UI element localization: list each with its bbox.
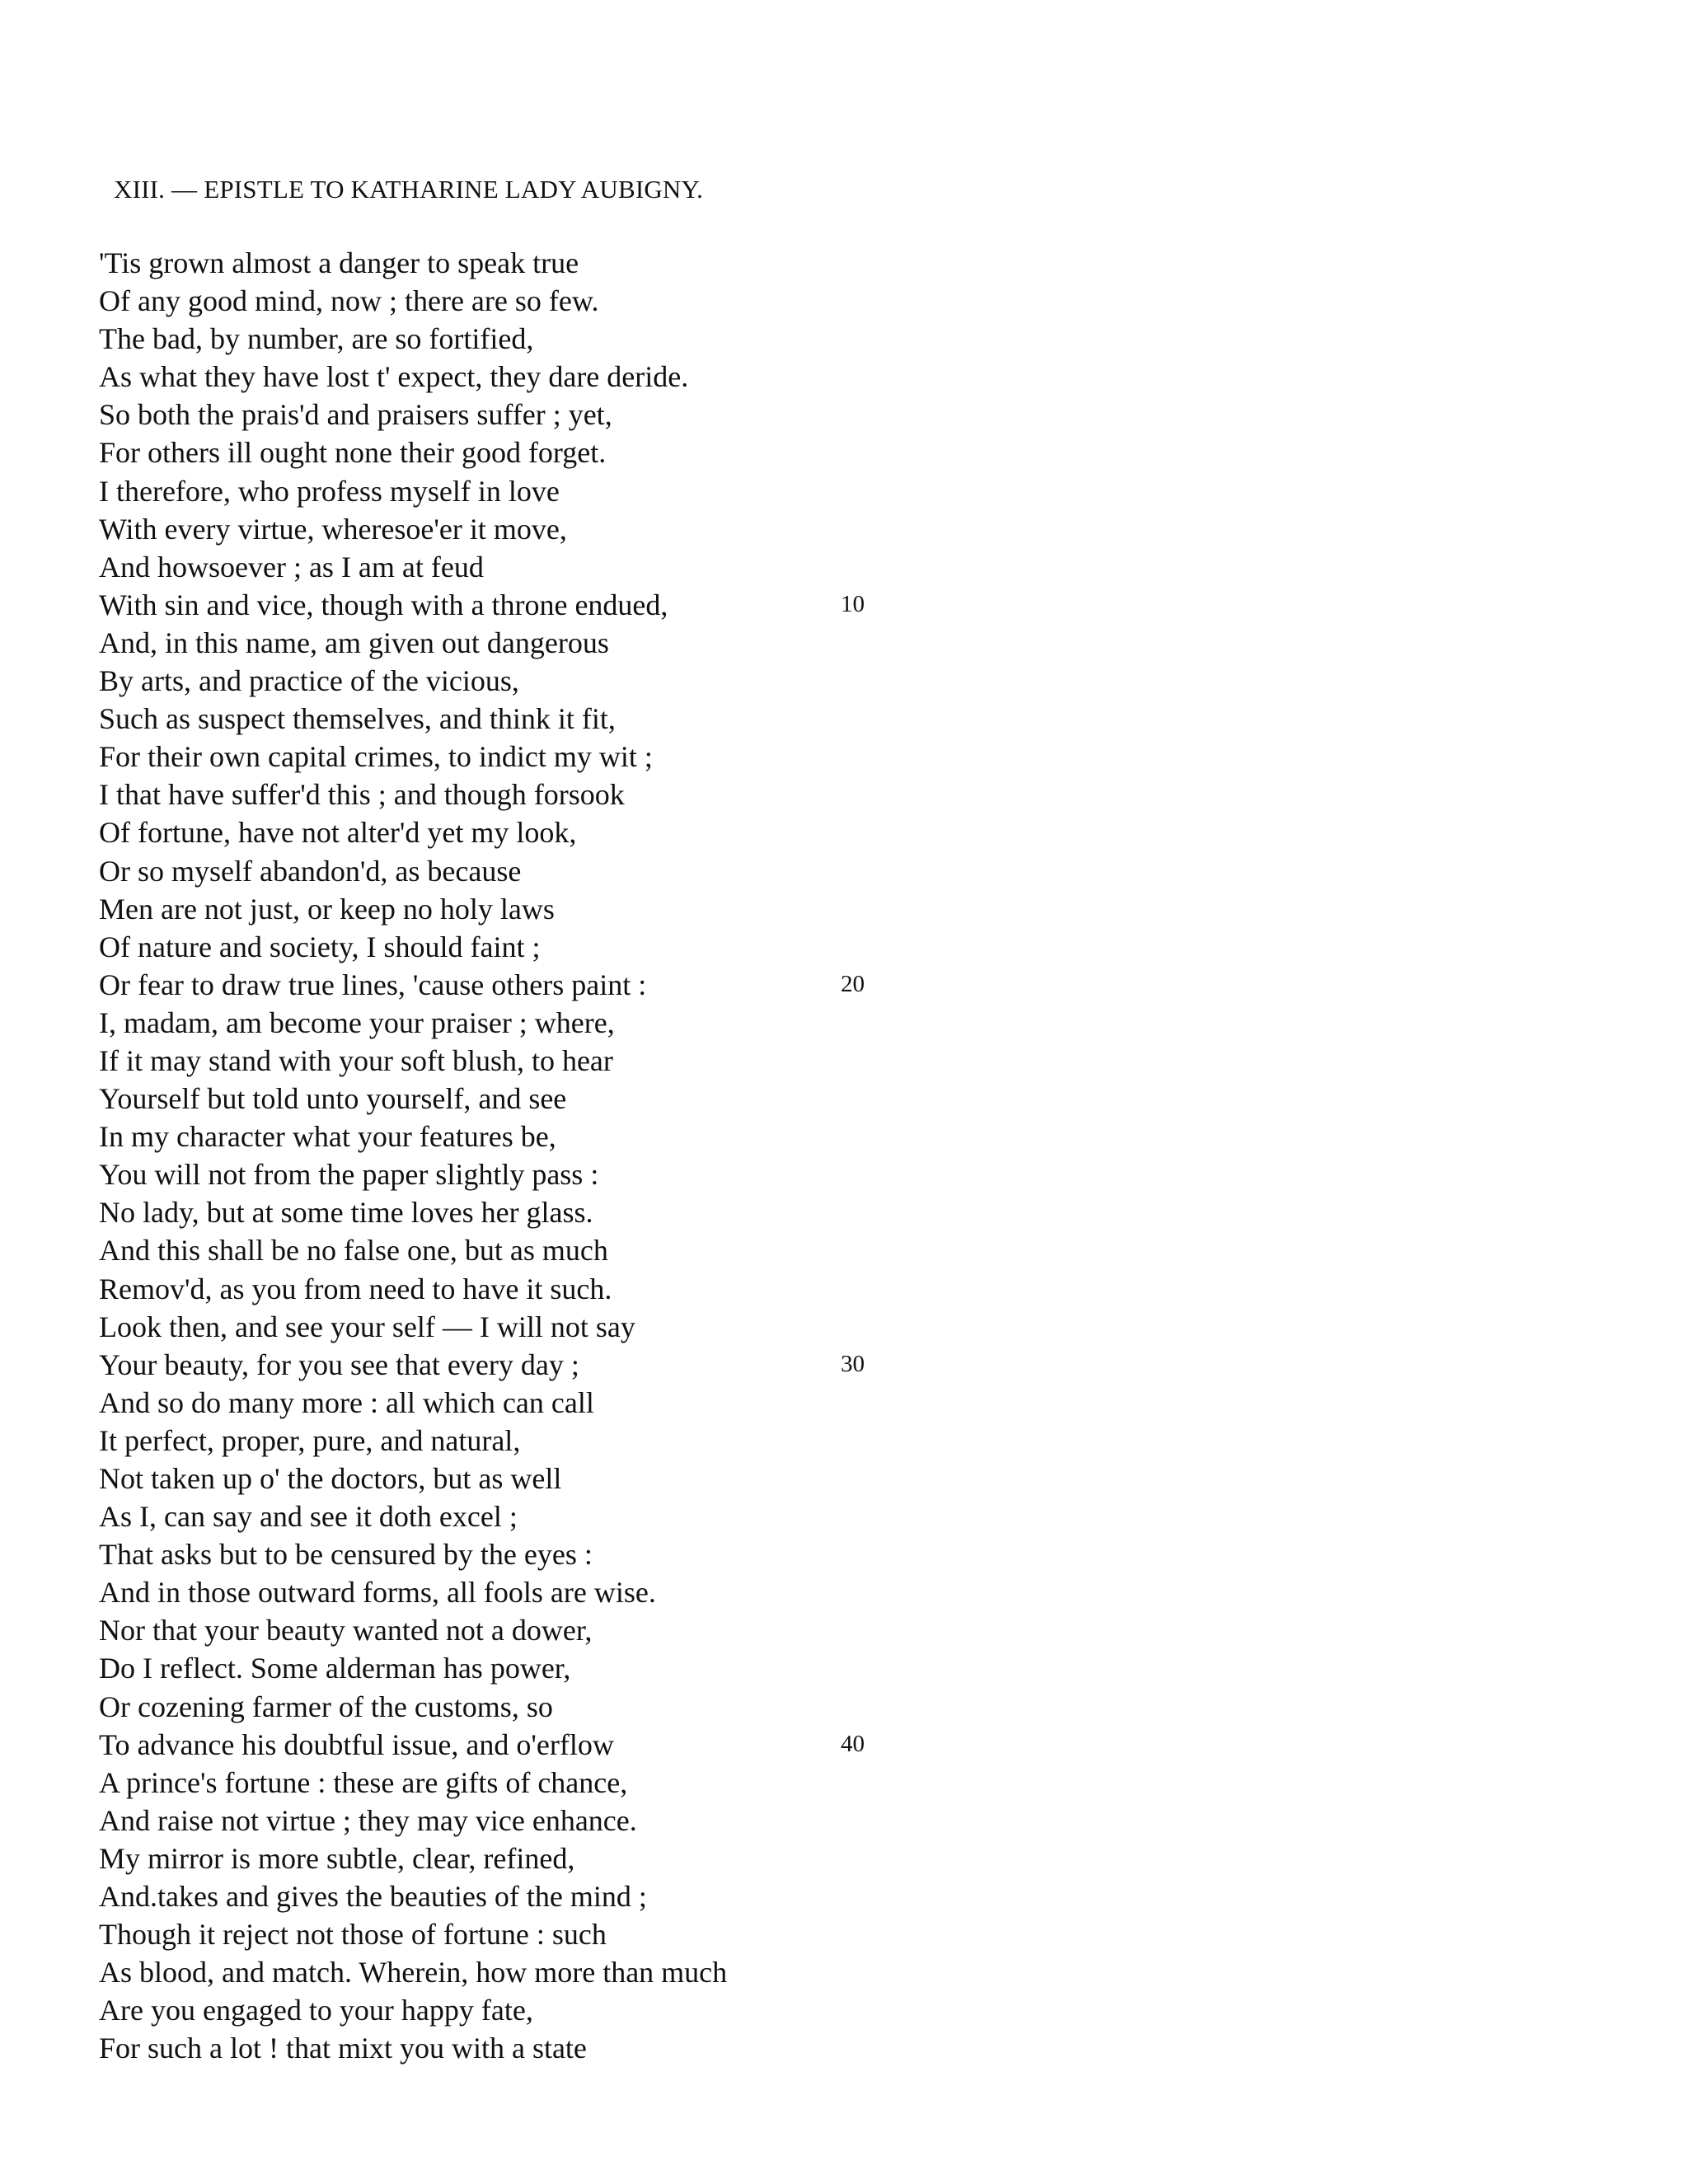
poem-line-text: The bad, by number, are so fortified,: [99, 322, 534, 356]
poem-line: [99, 1004, 890, 1042]
poem-line-text: To advance his doubtful issue, and o'erflow: [99, 1727, 614, 1761]
poem-line-text: 'Tis grown almost a danger to speak true: [99, 246, 579, 279]
poem-line: [99, 1497, 890, 1535]
poem-line: [99, 700, 890, 738]
poem-line: [99, 1535, 890, 1573]
poem-line: [99, 1915, 890, 1953]
poem-line: [99, 1270, 890, 1308]
poem-line: [99, 1840, 890, 1877]
poem-line: [99, 1611, 890, 1649]
poem-line: [99, 2029, 890, 2067]
poem-line-text: That asks but to be censured by the eyes :: [99, 1538, 593, 1572]
poem-line-text: For such a lot ! that mixt you with a state: [99, 2032, 587, 2065]
poem-line-text: My mirror is more subtle, clear, refined,: [99, 1841, 575, 1875]
poem-line: [99, 1231, 890, 1269]
poem-line-text: With sin and vice, though with a throne endued,: [99, 588, 668, 621]
poem-line: [99, 890, 890, 928]
poem-line-text: By arts, and practice of the vicious,: [99, 664, 519, 698]
poem-line-text: And this shall be no false one, but as much: [99, 1234, 608, 1268]
poem-line-text: Men are not just, or keep no holy laws: [99, 892, 555, 926]
poem-line-text: As I, can say and see it doth excel ;: [99, 1500, 518, 1534]
poem-line-text: And raise not virtue ; they may vice enhance.: [99, 1803, 637, 1837]
poem-line: [99, 928, 890, 966]
poem-line-text: If it may stand with your soft blush, to hear: [99, 1043, 613, 1077]
poem-line-text: No lady, but at some time loves her glass.: [99, 1196, 593, 1230]
poem-line: [99, 1953, 890, 1991]
poem-line: [99, 776, 890, 813]
poem-line: [99, 662, 890, 700]
poem-line-text: Do I reflect. Some alderman has power,: [99, 1652, 571, 1685]
poem-line-text: Look then, and see your self — I will not say: [99, 1310, 635, 1343]
poem-line: [99, 1649, 890, 1687]
poem-body: [99, 244, 890, 2068]
poem-line: [99, 1688, 890, 1726]
poem-line-text: Or so myself abandon'd, as because: [99, 854, 522, 888]
poem-line: [99, 1802, 890, 1840]
poem-line: [99, 1384, 890, 1422]
poem-line: [99, 1080, 890, 1118]
poem-line: [99, 586, 890, 624]
poem-line: [99, 282, 890, 320]
poem-line-text: Your beauty, for you see that every day ;: [99, 1347, 579, 1381]
poem-line-text: Though it reject not those of fortune : such: [99, 1918, 607, 1952]
line-number: 30: [841, 1350, 865, 1377]
poem-line-text: Yourself but told unto yourself, and see: [99, 1082, 567, 1116]
poem-line-text: And so do many more : all which can call: [99, 1385, 594, 1419]
poem-line: [99, 852, 890, 890]
poem-line: [99, 510, 890, 548]
poem-line-text: Of any good mind, now ; there are so few.: [99, 284, 599, 318]
poem-line-text: So both the prais'd and praisers suffer ; yet,: [99, 398, 612, 432]
poem-line-text: Such as suspect themselves, and think it fit,: [99, 702, 616, 736]
poem-line: [99, 396, 890, 434]
poem-line-text: I therefore, who profess myself in love: [99, 474, 560, 508]
poem-line-text: A prince's fortune : these are gifts of chance,: [99, 1765, 628, 1799]
poem-line-text: Nor that your beauty wanted not a dower,: [99, 1614, 593, 1647]
poem-line: [99, 1308, 890, 1346]
poem-line-text: Of fortune, have not alter'd yet my look,: [99, 816, 577, 850]
poem-line: [99, 1877, 890, 1915]
poem-line-text: For their own capital crimes, to indict my wit ;: [99, 740, 653, 774]
poem-line-text: Or cozening farmer of the customs, so: [99, 1690, 553, 1723]
poem-line-text: Of nature and society, I should faint ;: [99, 930, 541, 963]
poem-line: [99, 813, 890, 851]
poem-line: [99, 548, 890, 586]
poem-line-text: Are you engaged to your happy fate,: [99, 1994, 533, 2027]
poem-line: [99, 1193, 890, 1231]
poem-line: [99, 244, 890, 282]
poem-line: [99, 738, 890, 776]
poem-line-text: I, madam, am become your praiser ; where,: [99, 1005, 615, 1039]
poem-line-text: Or fear to draw true lines, 'cause others paint :: [99, 968, 647, 1001]
poem-line-text: And howsoever ; as I am at feud: [99, 550, 484, 583]
poem-line: [99, 1573, 890, 1611]
line-number: 10: [841, 590, 865, 617]
poem-line-text: As what they have lost t' expect, they dare deride.: [99, 360, 689, 394]
poem-line-text: It perfect, proper, pure, and natural,: [99, 1423, 521, 1457]
poem-line: [99, 1991, 890, 2029]
poem-line: [99, 624, 890, 662]
poem-line: [99, 434, 890, 471]
poem-line-text: As blood, and match. Wherein, how more than much: [99, 1956, 728, 1990]
poem-line: [99, 1460, 890, 1497]
poem-line-text: In my character what your features be,: [99, 1120, 556, 1154]
poem-heading: XIII. — EPISTLE TO KATHARINE LADY AUBIGNY.: [114, 175, 704, 204]
poem-line-text: And in those outward forms, all fools are wise.: [99, 1576, 656, 1610]
poem-line-text: With every virtue, wheresoe'er it move,: [99, 512, 567, 546]
poem-line: [99, 1155, 890, 1193]
poem-line-text: You will not from the paper slightly pass :: [99, 1158, 599, 1192]
poem-line-text: Remov'd, as you from need to have it such.: [99, 1272, 612, 1305]
poem-line: [99, 966, 890, 1004]
poem-line-text: And.takes and gives the beauties of the mind ;: [99, 1880, 647, 1914]
line-number: 20: [841, 970, 865, 997]
line-number: 40: [841, 1730, 865, 1757]
poem-line-text: I that have suffer'd this ; and though forsook: [99, 778, 625, 812]
poem-line: [99, 320, 890, 358]
poem-line: [99, 472, 890, 510]
poem-line: [99, 1042, 890, 1080]
poem-line: [99, 1346, 890, 1384]
poem-line: [99, 1764, 890, 1802]
poem-line: [99, 1422, 890, 1460]
poem-line: [99, 1118, 890, 1155]
poem-line-text: Not taken up o' the doctors, but as well: [99, 1462, 562, 1495]
poem-line: [99, 1726, 890, 1764]
poem-line-text: For others ill ought none their good forget.: [99, 436, 607, 470]
poem-line: [99, 358, 890, 396]
poem-line-text: And, in this name, am given out dangerous: [99, 626, 609, 659]
